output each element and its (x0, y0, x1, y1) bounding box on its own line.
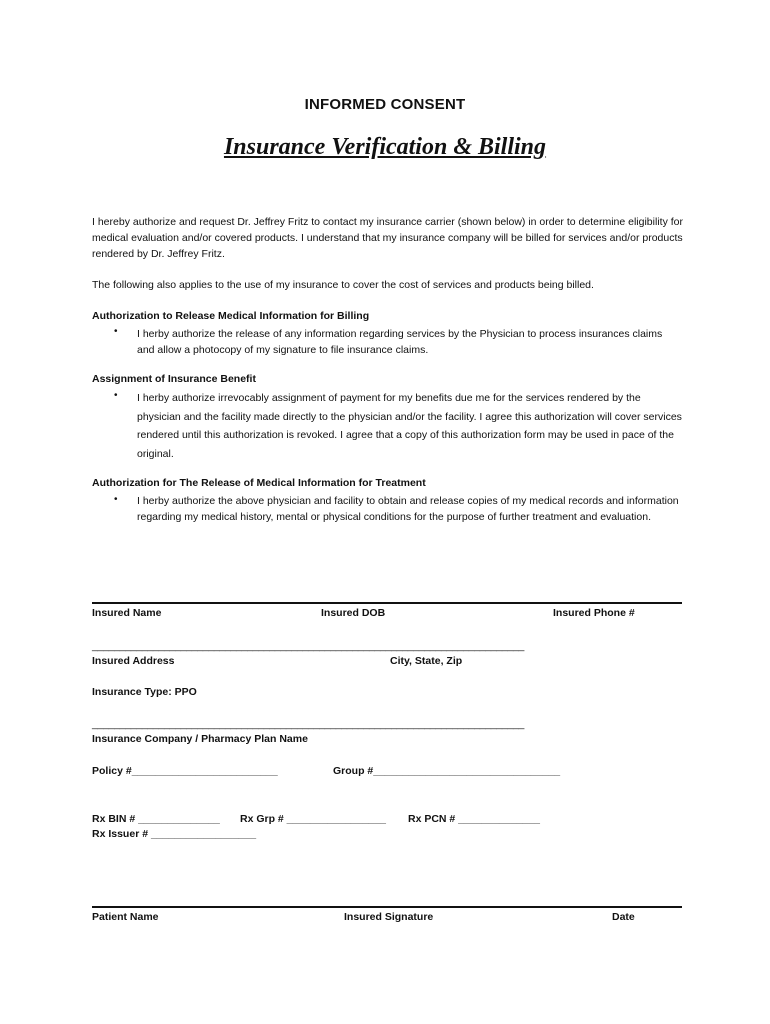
bullet-icon: • (114, 326, 118, 337)
insured-signature-label: Insured Signature (344, 911, 434, 923)
patient-name-label: Patient Name (92, 911, 159, 923)
insurance-company-field[interactable]: ______________________________________________________________________________ (92, 718, 525, 730)
bullet-icon: • (114, 494, 118, 505)
insured-dob-label: Insured DOB (321, 607, 386, 619)
form-top-rule (92, 602, 682, 604)
insured-phone-label: Insured Phone # (553, 607, 635, 619)
applies-paragraph: The following also applies to the use of my insurance to cover the cost of services and products being billed. (92, 279, 594, 291)
intro-paragraph: I hereby authorize and request Dr. Jeffrey Fritz to contact my insurance carrier (shown below) in order to determine eligibility for medical evaluation and/or covered products. I understand that my insurance company will be billed for services and/or products rendered by Dr. Jeffrey Fritz. (92, 216, 683, 260)
section-text-release-treatment: I herby authorize the above physician and facility to obtain and release copies of my medical records and information regarding my medical history, mental or physical conditions for the purpose of further treatment and evaluation. (137, 495, 679, 523)
section-text-release-billing: I herby authorize the release of any information regarding services by the Physician to process insurances claims and allow a photocopy of my signature to file insurance claims. (137, 328, 663, 356)
signature-rule (92, 906, 682, 908)
policy-field[interactable]: Policy #_________________________ (92, 765, 278, 777)
insured-address-label: Insured Address (92, 655, 175, 667)
rx-issuer-field[interactable]: Rx Issuer # __________________ (92, 828, 257, 840)
insured-address-field[interactable]: ______________________________________________________________________________ (92, 640, 525, 652)
date-label: Date (612, 911, 635, 923)
city-state-zip-label: City, State, Zip (390, 655, 463, 667)
rx-pcn-field[interactable]: Rx PCN # ______________ (408, 813, 540, 825)
insured-name-label: Insured Name (92, 607, 162, 619)
section-title-release-billing: Authorization to Release Medical Information for Billing (92, 310, 370, 322)
section-text-assignment: I herby authorize irrevocably assignment of payment for my benefits due me for the services rendered by the physician and the facility made directly to the physician and/or the facility. I agree this authorization will cover services rendered until this authorization is revoked. I agree that a copy of this authorization form may be used in pace of the original. (137, 392, 682, 460)
rx-grp-field[interactable]: Rx Grp # _________________ (240, 813, 386, 825)
section-title-assignment: Assignment of Insurance Benefit (92, 373, 256, 385)
section-title-release-treatment: Authorization for The Release of Medical Information for Treatment (92, 477, 426, 489)
insurance-type-label: Insurance Type: PPO (92, 686, 197, 698)
page-heading: INFORMED CONSENT (304, 96, 466, 113)
rx-bin-field[interactable]: Rx BIN # ______________ (92, 813, 220, 825)
group-field[interactable]: Group #________________________________ (333, 765, 561, 777)
insurance-company-label: Insurance Company / Pharmacy Plan Name (92, 733, 308, 745)
bullet-icon: • (114, 390, 118, 401)
page-subtitle: Insurance Verification & Billing (223, 134, 547, 160)
